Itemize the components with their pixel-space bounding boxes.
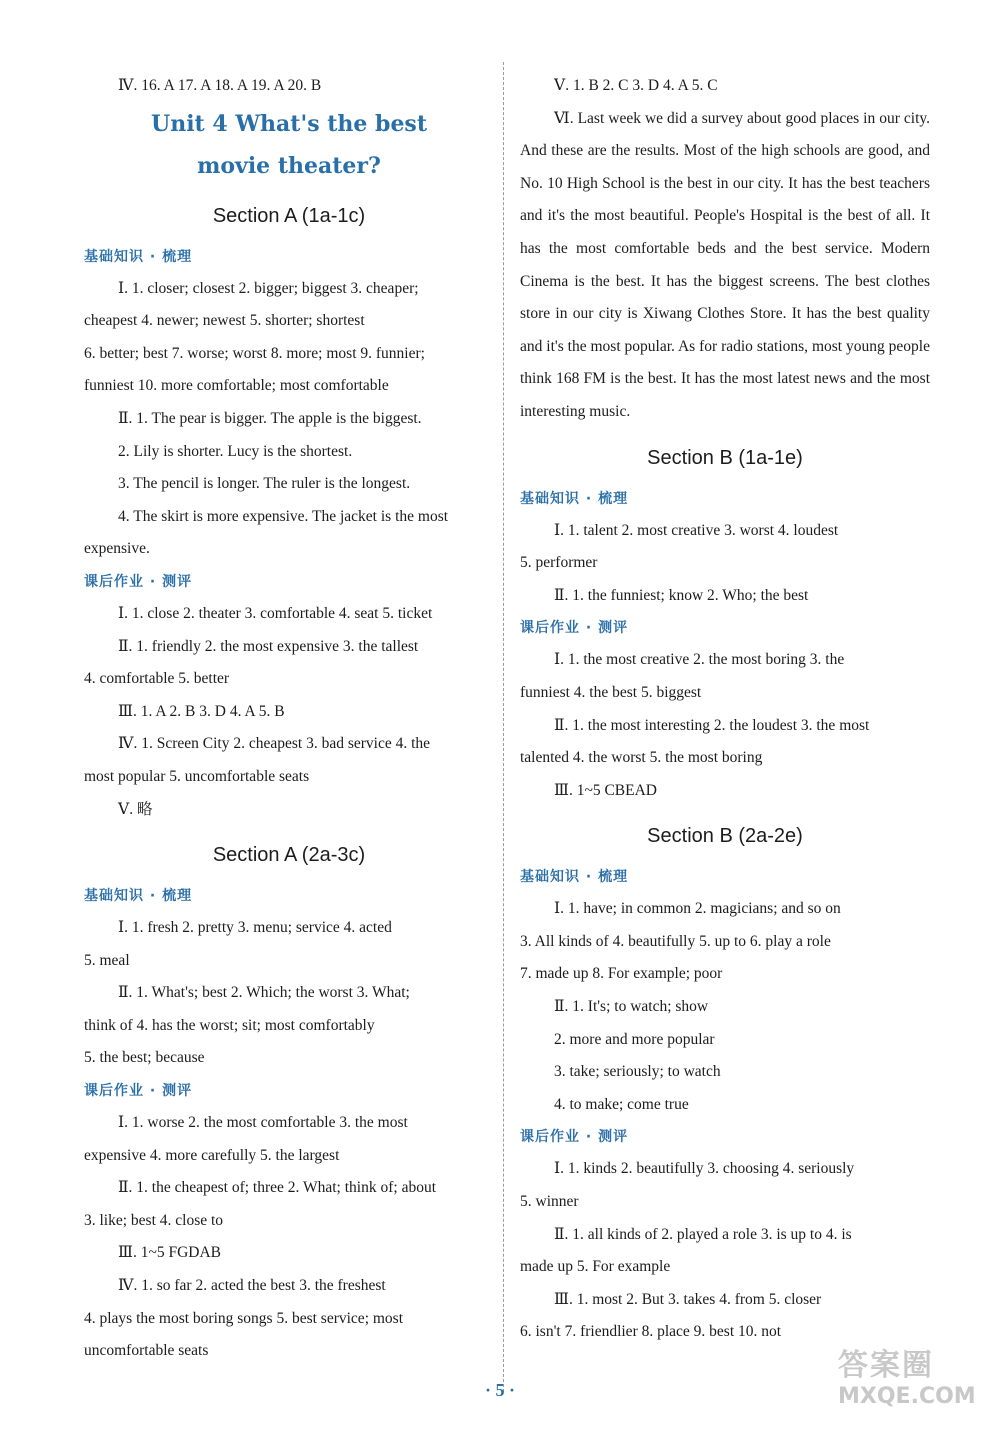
- section-tag: 基础知识 · 梳理: [84, 248, 193, 265]
- section-tag: 基础知识 · 梳理: [84, 888, 193, 905]
- answer-line: made up 5. For example: [520, 1258, 671, 1276]
- right-column: [520, 70, 930, 1349]
- answer-line: Ⅴ. 略: [118, 800, 153, 818]
- answer-line: Ⅰ. 1. have; in common 2. magicians; and so on: [554, 900, 841, 918]
- answer-line: uncomfortable seats: [84, 1342, 209, 1360]
- answer-line: Ⅱ. 1. the funniest; know 2. Who; the best: [554, 586, 809, 604]
- section-title: Section B (1a-1e): [647, 446, 803, 469]
- answer-line: funniest 10. more comfortable; most comfortable: [84, 377, 389, 395]
- essay-paragraph: Ⅵ. Last week we did a survey about good places in our city. And these are the results. Most of the high schools are good, and No. 10 High School is the best in our city. It has the best teachers and it's the most beautiful. People's Hospital is the best of all. It has the most comfortable beds and the best service. Modern Cinema is the best. It has the biggest screens. The best clothes store in our city is Xiwang Clothes Store. It has the best quality and it's the most popular. As for radio stations, most young people think 168 FM is the best. It has the most latest news and the most interesting music.: [520, 109, 930, 420]
- answer-line: 4. comfortable 5. better: [84, 670, 230, 688]
- answer-line: Ⅱ. 1. What's; best 2. Which; the worst 3. What;: [118, 984, 410, 1002]
- answer-line: Ⅲ. 1~5 FGDAB: [118, 1244, 221, 1262]
- answer-line: Ⅰ. 1. the most creative 2. the most boring 3. the: [554, 651, 845, 669]
- section-tag: 课后作业 · 测评: [84, 1083, 193, 1100]
- answer-line: Ⅰ. 1. fresh 2. pretty 3. menu; service 4. acted: [118, 919, 392, 937]
- section-tag: 课后作业 · 测评: [520, 620, 629, 637]
- answer-line: Ⅱ. 1. the cheapest of; three 2. What; think of; about: [118, 1179, 437, 1197]
- answer-line: 6. isn't 7. friendlier 8. place 9. best 10. not: [520, 1323, 782, 1341]
- page-number: · 5 ·: [484, 1380, 515, 1400]
- answer-line: Ⅰ. 1. kinds 2. beautifully 3. choosing 4. seriously: [554, 1160, 855, 1178]
- answer-line: Ⅱ. 1. friendly 2. the most expensive 3. the tallest: [118, 637, 419, 655]
- answer-line: Ⅲ. 1~5 CBEAD: [554, 781, 657, 799]
- section-tag: 基础知识 · 梳理: [520, 869, 629, 886]
- answer-line: 5. performer: [520, 554, 598, 572]
- answer-line: think of 4. has the worst; sit; most comfortably: [84, 1016, 375, 1034]
- answer-line: Ⅰ. 1. worse 2. the most comfortable 3. the most: [118, 1114, 408, 1132]
- answer-line: 4. plays the most boring songs 5. best service; most: [84, 1309, 404, 1327]
- unit-title-line-2: movie theater?: [197, 152, 381, 179]
- answer-line: 4. The skirt is more expensive. The jacket is the most: [118, 507, 449, 525]
- watermark-logo: [838, 1340, 988, 1420]
- unit-title-line-1: Unit 4 What's the best: [151, 110, 427, 137]
- section-tag: 课后作业 · 测评: [84, 573, 193, 590]
- answer-line: expensive 4. more carefully 5. the largest: [84, 1146, 340, 1164]
- answer-line: Ⅳ. 1. Screen City 2. cheapest 3. bad service 4. the: [118, 735, 431, 753]
- answer-line: Ⅴ. 1. B 2. C 3. D 4. A 5. C: [554, 77, 718, 94]
- section-title: Section A (2a-3c): [212, 844, 366, 867]
- answer-line: 3. The pencil is longer. The ruler is the longest.: [118, 475, 411, 493]
- answer-line: 3. like; best 4. close to: [84, 1211, 224, 1229]
- section-tag: 课后作业 · 测评: [520, 1129, 629, 1146]
- section-title: Section A (1a-1c): [212, 204, 366, 227]
- answer-line: Ⅱ. 1. It's; to watch; show: [554, 998, 709, 1016]
- watermark-text-zh: 答案圈: [838, 1348, 934, 1383]
- answer-line: Ⅲ. 1. most 2. But 3. takes 4. from 5. closer: [554, 1290, 822, 1308]
- answer-line: 5. meal: [84, 951, 130, 969]
- column-divider: [503, 62, 504, 1392]
- answer-line: 6. better; best 7. worse; worst 8. more; most 9. funnier;: [84, 344, 425, 362]
- answer-line: 5. winner: [520, 1193, 579, 1211]
- answer-line: 7. made up 8. For example; poor: [520, 965, 723, 983]
- answer-line: 4. to make; come true: [554, 1095, 689, 1113]
- answer-line: Ⅲ. 1. A 2. B 3. D 4. A 5. B: [118, 702, 285, 720]
- section-tag: 基础知识 · 梳理: [520, 490, 629, 507]
- answer-line: Ⅱ. 1. all kinds of 2. played a role 3. is up to 4. is: [554, 1225, 852, 1243]
- answer-line: 2. Lily is shorter. Lucy is the shortest.: [118, 442, 353, 460]
- answer-line: 5. the best; because: [84, 1049, 205, 1067]
- answer-line: Ⅰ. 1. closer; closest 2. bigger; biggest 3. cheaper;: [118, 279, 419, 297]
- answer-line: Ⅱ. 1. The pear is bigger. The apple is the biggest.: [118, 409, 422, 427]
- answer-line: talented 4. the worst 5. the most boring: [520, 749, 763, 767]
- answer-line: expensive.: [84, 540, 150, 558]
- answer-line: Ⅳ. 1. so far 2. acted the best 3. the freshest: [118, 1277, 386, 1295]
- answer-line: 2. more and more popular: [554, 1030, 715, 1048]
- answer-line: Ⅳ. 16. A 17. A 18. A 19. A 20. B: [118, 77, 322, 94]
- watermark-text-en: MXQE.COM: [838, 1384, 976, 1409]
- answer-line: 3. All kinds of 4. beautifully 5. up to 6. play a role: [520, 932, 831, 950]
- answer-line: cheapest 4. newer; newest 5. shorter; shortest: [84, 312, 365, 330]
- answer-line: funniest 4. the best 5. biggest: [520, 683, 702, 701]
- section-title: Section B (2a-2e): [647, 825, 803, 848]
- answer-line: 3. take; seriously; to watch: [554, 1063, 721, 1081]
- answer-line: Ⅰ. 1. close 2. theater 3. comfortable 4. seat 5. ticket: [118, 604, 433, 622]
- left-column: [84, 70, 494, 1368]
- answer-line: Ⅰ. 1. talent 2. most creative 3. worst 4. loudest: [554, 521, 839, 539]
- answer-line: Ⅱ. 1. the most interesting 2. the loudest 3. the most: [554, 716, 870, 734]
- answer-line: most popular 5. uncomfortable seats: [84, 767, 310, 785]
